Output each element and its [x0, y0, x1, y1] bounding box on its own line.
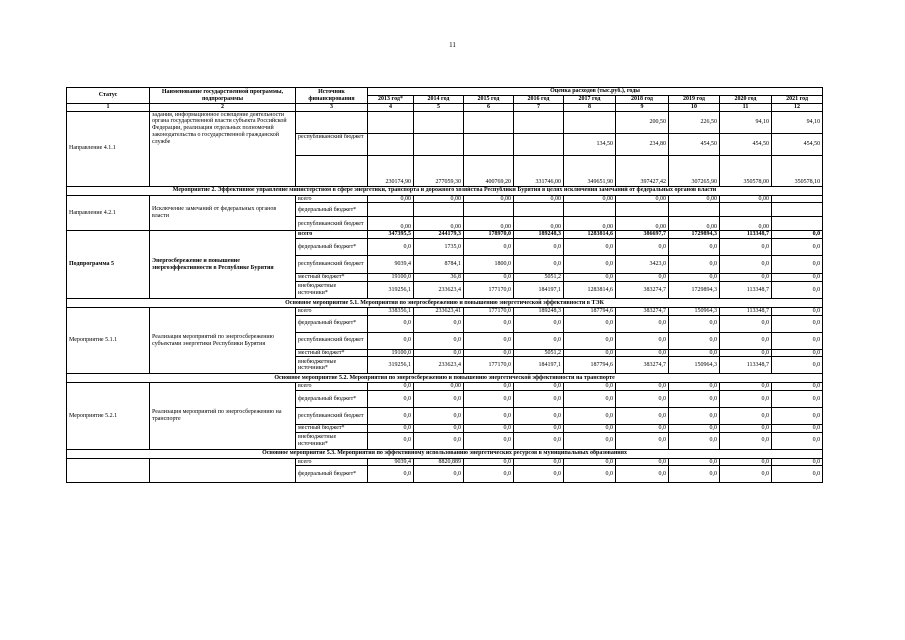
value-cell: 400769,20 [464, 155, 514, 186]
value-cell: 5051,2 [514, 274, 564, 282]
value-cell: 0,0 [720, 383, 772, 391]
value-cell: 0,0 [564, 383, 616, 391]
column-number: 4 [368, 104, 414, 112]
value-cell: 0,00 [464, 217, 514, 231]
value-cell: 0,0 [464, 458, 514, 466]
value-cell: 189248,3 [514, 307, 564, 315]
value-cell: 113348,7 [720, 357, 772, 374]
value-cell: 0,0 [772, 239, 823, 256]
value-cell: 319256,1 [368, 357, 414, 374]
value-cell [514, 203, 564, 217]
name-cell: Реализация мероприятий по энергосбережению субъектами энергетики Республики Бурятия [150, 307, 296, 373]
value-cell: 0,0 [772, 432, 823, 449]
year-header: 2018 год [616, 96, 669, 104]
value-cell: 178970,0 [464, 231, 514, 239]
status-cell [67, 458, 150, 483]
status-cell: Направление 4.2.1 [67, 195, 150, 231]
value-cell: 0,0 [514, 466, 564, 483]
value-cell: 0,00 [616, 217, 669, 231]
value-cell [464, 133, 514, 155]
value-cell: 0,0 [669, 274, 720, 282]
value-cell: 1283814,6 [564, 231, 616, 239]
section-title: Основное мероприятие 5.1. Мероприятия по энергосбережению и повышению энергетической эффективности в ТЭК [67, 298, 823, 307]
value-cell: 0,0 [669, 383, 720, 391]
column-number: 3 [296, 104, 368, 112]
value-cell: 226,50 [669, 111, 720, 133]
table-row [67, 111, 823, 133]
value-cell: 0,0 [368, 315, 414, 332]
value-cell: 331746,00 [514, 155, 564, 186]
value-cell: 94,10 [772, 111, 823, 133]
value-cell: 233623,4 [414, 281, 464, 298]
table-row [67, 195, 823, 203]
value-cell [772, 195, 823, 203]
column-number: 6 [464, 104, 514, 112]
value-cell: 113348,7 [720, 281, 772, 298]
value-cell: 277059,30 [414, 155, 464, 186]
source-cell: федеральный бюджет* [296, 391, 368, 408]
value-cell: 36,8 [414, 274, 464, 282]
source-cell: местный бюджет* [296, 349, 368, 357]
source-header: Источник финансирования [296, 88, 368, 104]
value-cell: 0,0 [772, 332, 823, 349]
value-cell [669, 203, 720, 217]
value-cell: 0,0 [669, 391, 720, 408]
value-cell: 0,0 [564, 466, 616, 483]
section-row [67, 449, 823, 458]
value-cell: 0,0 [669, 432, 720, 449]
value-cell: 1729894,3 [669, 231, 720, 239]
value-cell: 0,0 [772, 458, 823, 466]
year-header: 2013 год* [368, 96, 414, 104]
name-cell: задания, информационное освещение деятельности органа государственной власти субъекта Российской Федерации, реализация отдельных полномочий законодательства о государственной гражданской службе [150, 111, 296, 186]
value-cell: 0,0 [564, 458, 616, 466]
value-cell: 0,0 [368, 466, 414, 483]
value-cell: 113348,7 [720, 231, 772, 239]
source-cell: местный бюджет* [296, 274, 368, 282]
value-cell: 0,0 [368, 391, 414, 408]
value-cell: 234,80 [616, 133, 669, 155]
value-cell [564, 111, 616, 133]
value-cell [368, 133, 414, 155]
value-cell: 0,0 [772, 231, 823, 239]
source-cell: федеральный бюджет* [296, 315, 368, 332]
source-cell [296, 111, 368, 133]
value-cell: 0,0 [368, 332, 414, 349]
value-cell: 0,0 [616, 315, 669, 332]
value-cell: 0,0 [514, 432, 564, 449]
value-cell: 0,0 [414, 425, 464, 433]
value-cell: 0,00 [368, 217, 414, 231]
value-cell: 319256,1 [368, 281, 414, 298]
value-cell: 0,00 [414, 195, 464, 203]
value-cell: 0,0 [564, 349, 616, 357]
value-cell [514, 111, 564, 133]
value-cell: 0,0 [669, 408, 720, 425]
source-cell: республиканский бюджет [296, 408, 368, 425]
value-cell: 0,0 [514, 332, 564, 349]
source-cell: федеральный бюджет* [296, 466, 368, 483]
source-cell [296, 155, 368, 186]
year-header: 2021 год [772, 96, 823, 104]
source-cell: внебюджетные источники* [296, 357, 368, 374]
column-number: 7 [514, 104, 564, 112]
section-row [67, 298, 823, 307]
value-cell: 0,0 [772, 274, 823, 282]
value-cell: 0,0 [368, 425, 414, 433]
value-cell: 350578,10 [772, 155, 823, 186]
value-cell: 0,0 [720, 408, 772, 425]
value-cell: 0,0 [772, 425, 823, 433]
source-cell: республиканский бюджет [296, 256, 368, 274]
name-cell [150, 458, 296, 483]
value-cell: 0,0 [464, 408, 514, 425]
year-header: 2016 год [514, 96, 564, 104]
value-cell: 184197,1 [514, 357, 564, 374]
value-cell: 0,0 [414, 408, 464, 425]
value-cell: 454,50 [669, 133, 720, 155]
section-title: Основное мероприятие 5.2. Мероприятия по энергосбережению и повышению энергетической эффективности на транспорте [67, 374, 823, 383]
value-cell: 0,0 [464, 383, 514, 391]
source-cell: всего [296, 195, 368, 203]
value-cell: 0,0 [368, 432, 414, 449]
value-cell: 0,0 [616, 425, 669, 433]
value-cell: 383274,7 [616, 281, 669, 298]
value-cell: 454,50 [772, 133, 823, 155]
value-cell [414, 111, 464, 133]
value-cell: 0,0 [564, 256, 616, 274]
value-cell: 0,0 [669, 239, 720, 256]
source-cell: республиканский бюджет [296, 332, 368, 349]
value-cell: 0,0 [720, 239, 772, 256]
value-cell: 0,0 [464, 349, 514, 357]
value-cell: 0,0 [720, 256, 772, 274]
value-cell: 0,0 [414, 391, 464, 408]
name-cell: Энергосбережение и повышение энергоэффективности в Республике Бурятия [150, 231, 296, 298]
source-cell: федеральный бюджет* [296, 239, 368, 256]
value-cell: 0,00 [720, 195, 772, 203]
value-cell: 0,0 [616, 458, 669, 466]
value-cell: 0,0 [720, 332, 772, 349]
value-cell: 0,0 [414, 466, 464, 483]
value-cell: 177170,0 [464, 281, 514, 298]
value-cell: 150964,3 [669, 357, 720, 374]
year-header: 2014 год [414, 96, 464, 104]
value-cell: 0,0 [414, 332, 464, 349]
value-cell: 9039,4 [368, 256, 414, 274]
value-cell: 0,0 [414, 432, 464, 449]
value-cell: 0,0 [669, 256, 720, 274]
value-cell [464, 203, 514, 217]
source-cell: местный бюджет* [296, 425, 368, 433]
value-cell: 0,0 [616, 391, 669, 408]
value-cell: 1800,0 [464, 256, 514, 274]
value-cell: 0,00 [669, 217, 720, 231]
value-cell: 0,0 [464, 332, 514, 349]
value-cell: 0,0 [514, 315, 564, 332]
value-cell: 0,0 [464, 466, 514, 483]
value-cell: 1735,0 [414, 239, 464, 256]
page-number: 11 [449, 41, 456, 49]
value-cell: 0,0 [564, 408, 616, 425]
value-cell: 0,0 [772, 307, 823, 315]
value-cell [368, 111, 414, 133]
value-cell: 5051,2 [514, 349, 564, 357]
value-cell: 0,0 [368, 239, 414, 256]
value-cell: 386697,7 [616, 231, 669, 239]
value-cell: 0,0 [772, 357, 823, 374]
value-cell: 454,50 [720, 133, 772, 155]
year-header: 2015 год [464, 96, 514, 104]
value-cell: 233623,4 [414, 357, 464, 374]
value-cell: 1729894,3 [669, 281, 720, 298]
name-header: Наименование государственной программы, подпрограммы [150, 88, 296, 104]
value-cell: 177170,0 [464, 357, 514, 374]
value-cell: 0,0 [616, 432, 669, 449]
value-cell [514, 133, 564, 155]
value-cell: 8784,1 [414, 256, 464, 274]
value-cell: 350578,00 [720, 155, 772, 186]
value-cell: 0,0 [616, 408, 669, 425]
source-cell: всего [296, 383, 368, 391]
value-cell: 383274,7 [616, 307, 669, 315]
column-number: 11 [720, 104, 772, 112]
value-cell: 0,0 [616, 332, 669, 349]
value-cell: 0,0 [616, 466, 669, 483]
value-cell: 0,0 [514, 408, 564, 425]
value-cell: 0,0 [772, 408, 823, 425]
value-cell: 0,00 [414, 217, 464, 231]
value-cell: 177170,0 [464, 307, 514, 315]
value-cell: 0,0 [772, 256, 823, 274]
value-cell: 0,0 [368, 383, 414, 391]
value-cell: 0,0 [616, 274, 669, 282]
value-cell: 0,0 [464, 425, 514, 433]
value-cell: 0,0 [669, 466, 720, 483]
section-title: Мероприятие 2. Эффективное управление министерством в сфере энергетики, транспорта и дорожного хозяйства Республики Бурятия в целях исключения замечаний от федеральных органов власти [67, 186, 823, 195]
table-row [67, 307, 823, 315]
source-cell: внебюджетные источники* [296, 281, 368, 298]
value-cell: 0,0 [564, 315, 616, 332]
value-cell: 0,0 [772, 315, 823, 332]
value-cell: 0,0 [514, 256, 564, 274]
column-number: 8 [564, 104, 616, 112]
value-cell: 0,0 [368, 408, 414, 425]
value-cell: 150964,3 [669, 307, 720, 315]
status-cell: Направление 4.1.1 [67, 111, 150, 186]
column-number: 12 [772, 104, 823, 112]
name-cell: Исключение замечаний от федеральных органов власти [150, 195, 296, 231]
value-cell: 0,0 [564, 432, 616, 449]
value-cell: 0,0 [616, 239, 669, 256]
value-cell: 8820,889 [414, 458, 464, 466]
value-cell: 0,0 [564, 391, 616, 408]
value-cell: 113348,7 [720, 307, 772, 315]
value-cell: 0,00 [669, 195, 720, 203]
value-cell: 0,00 [616, 195, 669, 203]
value-cell: 0,0 [720, 391, 772, 408]
year-header: 2020 год [720, 96, 772, 104]
value-cell: 0,00 [564, 217, 616, 231]
section-title: Основное мероприятие 5.3. Мероприятия по эффективному использованию энергетических ресурсов в муниципальных образованиях [67, 449, 823, 458]
value-cell: 0,0 [616, 383, 669, 391]
value-cell: 200,50 [616, 111, 669, 133]
value-cell: 0,0 [772, 383, 823, 391]
status-header: Статус [67, 88, 150, 104]
expenditure-table [66, 87, 823, 483]
value-cell: 230174,90 [368, 155, 414, 186]
value-cell: 0,0 [720, 466, 772, 483]
value-cell: 19100,0 [368, 274, 414, 282]
value-cell: 0,0 [564, 239, 616, 256]
value-cell: 0,0 [464, 239, 514, 256]
estimate-header: Оценка расходов (тыс.руб.), годы [368, 88, 823, 96]
value-cell: 347395,5 [368, 231, 414, 239]
value-cell [616, 203, 669, 217]
value-cell: 0,0 [414, 349, 464, 357]
value-cell: 0,0 [772, 391, 823, 408]
year-header: 2017 год [564, 96, 616, 104]
value-cell: 0,00 [564, 195, 616, 203]
value-cell [720, 203, 772, 217]
value-cell: 134,50 [564, 133, 616, 155]
column-number: 9 [616, 104, 669, 112]
value-cell: 0,0 [464, 315, 514, 332]
source-cell: всего [296, 458, 368, 466]
value-cell: 0,00 [720, 217, 772, 231]
source-cell: федеральный бюджет* [296, 203, 368, 217]
value-cell: 349651,90 [564, 155, 616, 186]
value-cell: 0,00 [414, 383, 464, 391]
value-cell: 0,0 [720, 425, 772, 433]
value-cell: 0,0 [414, 315, 464, 332]
value-cell: 0,0 [514, 458, 564, 466]
value-cell: 0,0 [464, 432, 514, 449]
value-cell: 0,00 [514, 217, 564, 231]
column-number: 2 [150, 104, 296, 112]
value-cell: 0,0 [564, 425, 616, 433]
value-cell: 307265,90 [669, 155, 720, 186]
value-cell [564, 203, 616, 217]
value-cell: 0,0 [669, 425, 720, 433]
value-cell: 338356,1 [368, 307, 414, 315]
value-cell [772, 203, 823, 217]
status-cell: Подпрограмма 5 [67, 231, 150, 298]
value-cell: 0,0 [772, 349, 823, 357]
value-cell: 0,0 [514, 425, 564, 433]
value-cell: 0,0 [669, 349, 720, 357]
value-cell [772, 217, 823, 231]
value-cell: 94,10 [720, 111, 772, 133]
value-cell: 0,0 [564, 274, 616, 282]
value-cell: 233623,41 [414, 307, 464, 315]
value-cell: 383274,7 [616, 357, 669, 374]
value-cell: 19100,0 [368, 349, 414, 357]
value-cell [464, 111, 514, 133]
value-cell: 0,0 [669, 332, 720, 349]
section-row [67, 186, 823, 195]
table-row [67, 231, 823, 239]
source-cell: внебюджетные источники* [296, 432, 368, 449]
value-cell: 187794,6 [564, 357, 616, 374]
year-header: 2019 год [669, 96, 720, 104]
value-cell [368, 203, 414, 217]
value-cell: 0,0 [564, 332, 616, 349]
value-cell: 0,0 [720, 458, 772, 466]
value-cell: 0,00 [514, 195, 564, 203]
table-row [67, 458, 823, 466]
value-cell: 1283814,6 [564, 281, 616, 298]
value-cell: 0,0 [720, 315, 772, 332]
value-cell: 0,0 [616, 349, 669, 357]
source-cell: республиканский бюджет [296, 217, 368, 231]
value-cell: 397427,42 [616, 155, 669, 186]
value-cell: 0,0 [669, 315, 720, 332]
value-cell: 184197,1 [514, 281, 564, 298]
column-number: 5 [414, 104, 464, 112]
value-cell: 187794,6 [564, 307, 616, 315]
value-cell: 0,0 [720, 432, 772, 449]
source-cell: республиканский бюджет [296, 133, 368, 155]
status-cell: Мероприятие 5.2.1 [67, 383, 150, 449]
name-cell: Реализация мероприятий по энергосбережению на транспорте [150, 383, 296, 449]
value-cell: 0,0 [772, 466, 823, 483]
source-cell: всего [296, 231, 368, 239]
header-row [67, 88, 823, 96]
value-cell: 0,0 [514, 383, 564, 391]
value-cell [414, 203, 464, 217]
value-cell: 3423,0 [616, 256, 669, 274]
value-cell: 0,0 [720, 274, 772, 282]
value-cell: 0,0 [514, 391, 564, 408]
column-numbers-row [67, 104, 823, 112]
status-cell: Мероприятие 5.1.1 [67, 307, 150, 373]
value-cell: 9039,4 [368, 458, 414, 466]
value-cell: 0,0 [514, 239, 564, 256]
value-cell [414, 133, 464, 155]
value-cell: 0,00 [464, 195, 514, 203]
value-cell: 0,0 [720, 349, 772, 357]
section-row [67, 374, 823, 383]
value-cell: 244179,3 [414, 231, 464, 239]
value-cell: 0,0 [464, 274, 514, 282]
value-cell: 0,00 [368, 195, 414, 203]
value-cell: 0,0 [669, 458, 720, 466]
column-number: 10 [669, 104, 720, 112]
column-number: 1 [67, 104, 150, 112]
value-cell: 0,0 [772, 281, 823, 298]
value-cell: 189248,3 [514, 231, 564, 239]
table-row [67, 383, 823, 391]
source-cell: всего [296, 307, 368, 315]
value-cell: 0,0 [464, 391, 514, 408]
